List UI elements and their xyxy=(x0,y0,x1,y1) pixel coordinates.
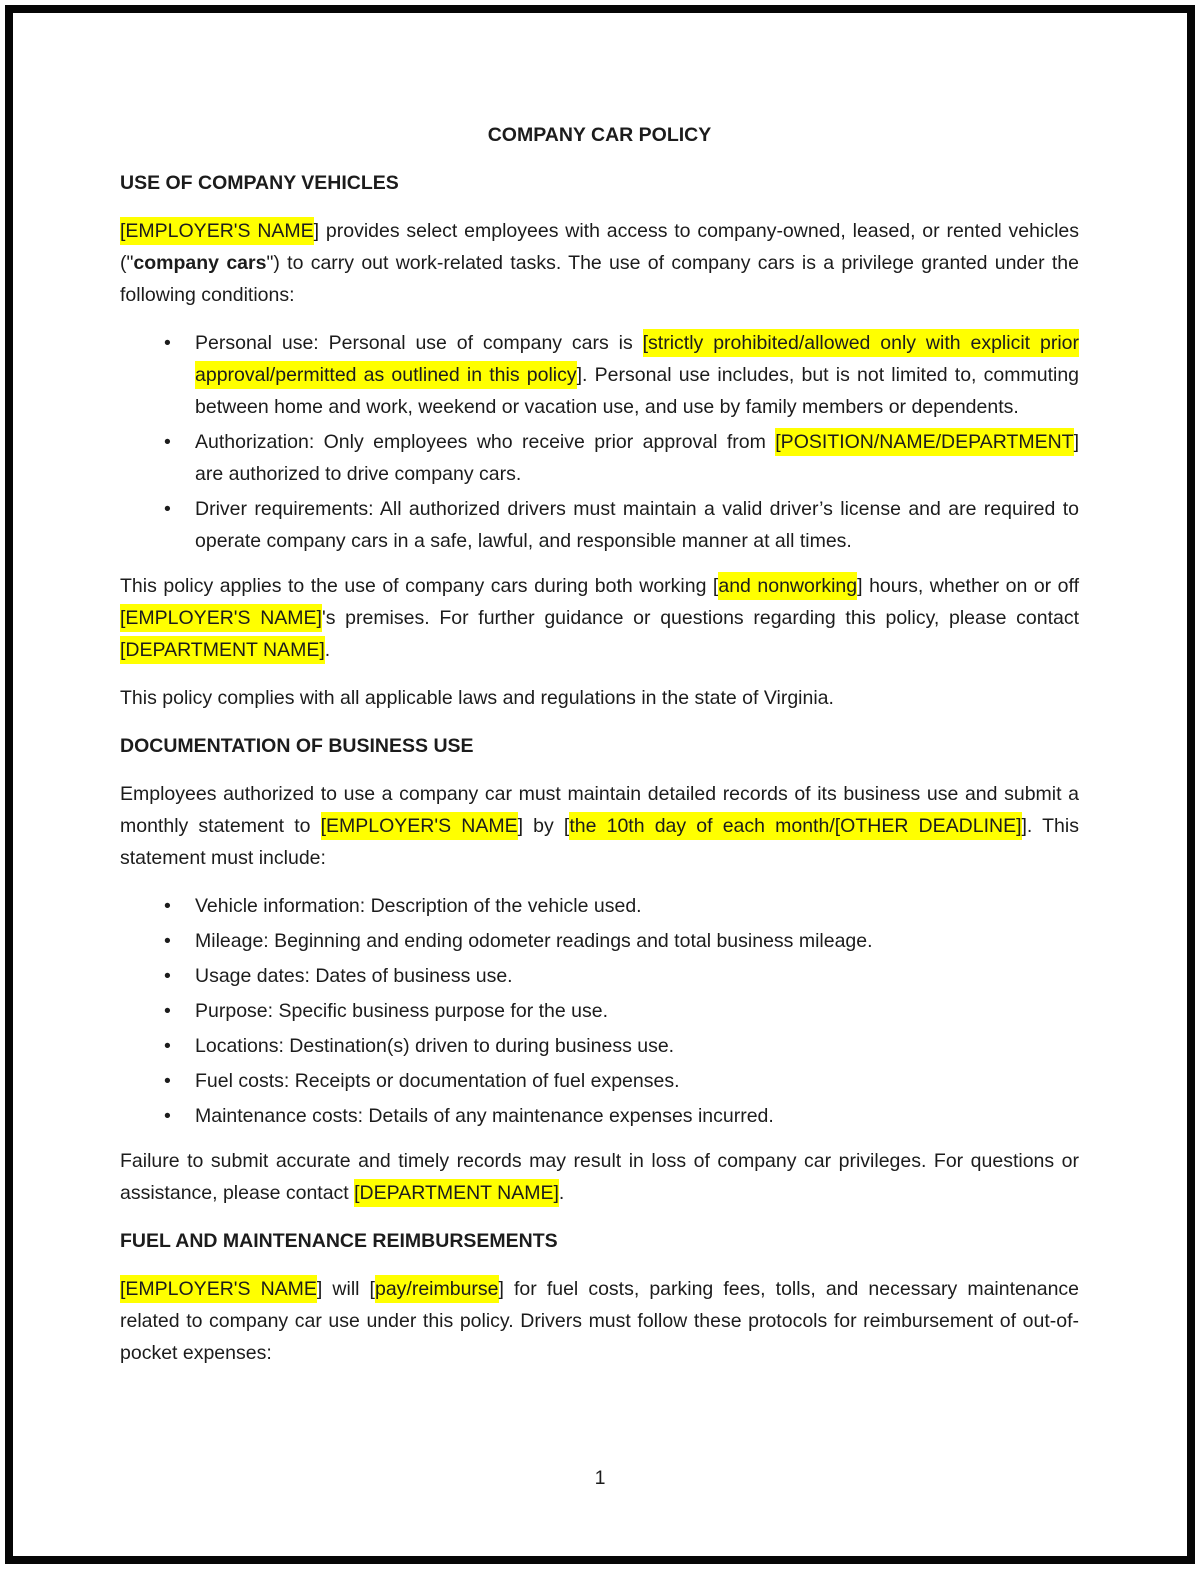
text-run: This policy complies with all applicable laws and regulations in the state of Virginia. xyxy=(120,687,834,709)
list-item xyxy=(164,890,1079,922)
highlight-placeholder: [EMPLOYER'S NAME] xyxy=(120,604,322,632)
bullet-icon: • xyxy=(164,1105,171,1127)
text-run: Maintenance costs: Details of any maintenance expenses incurred. xyxy=(195,1105,774,1127)
text-run: ] will [ xyxy=(316,1278,375,1300)
text-run: ] provides select employees with access to company-owned, leased, or rented vehicles (" xyxy=(120,220,1079,274)
section-heading: DOCUMENTATION OF BUSINESS USE xyxy=(120,735,474,757)
highlight-placeholder: [EMPLOYER'S NAME xyxy=(120,217,314,245)
list-item xyxy=(164,327,1080,423)
text-run: Employees authorized to use a company car must maintain detailed records of its business use and submit a monthly statement to xyxy=(120,783,1079,837)
text-run: company cars xyxy=(133,252,267,274)
highlight-placeholder: [strictly prohibited/allowed only with explicit prior approval/permitted as outlined in this policy xyxy=(195,329,1079,389)
text-run: Mileage: Beginning and ending odometer readings and total business mileage. xyxy=(195,930,873,952)
bullet-icon: • xyxy=(164,965,171,987)
document-body xyxy=(13,13,1187,1369)
section-heading: FUEL AND MAINTENANCE REIMBURSEMENTS xyxy=(120,1230,558,1252)
text-run: ] by [ xyxy=(517,815,570,837)
text-run: Locations: Destination(s) driven to during business use. xyxy=(195,1035,675,1057)
highlight-placeholder: [EMPLOYER'S NAME xyxy=(321,812,518,840)
bullet-icon: • xyxy=(164,1035,171,1057)
bullet-icon: • xyxy=(164,1070,171,1092)
text-run: ] hours, whether on or off xyxy=(857,575,1080,597)
text-run: This policy applies to the use of company cars during both working [ xyxy=(120,575,719,597)
text-run: . xyxy=(558,1182,565,1204)
document-title: COMPANY CAR POLICY xyxy=(487,124,712,146)
list-item xyxy=(164,1065,1079,1097)
highlight-placeholder: [DEPARTMENT NAME] xyxy=(354,1179,559,1207)
text-run: Usage dates: Dates of business use. xyxy=(195,965,513,987)
highlight-placeholder: and nonworking xyxy=(718,572,857,600)
highlight-placeholder: [POSITION/NAME/DEPARTMENT xyxy=(775,428,1073,456)
bullet-icon: • xyxy=(164,332,171,354)
highlight-placeholder: pay/reimburse xyxy=(375,1275,499,1303)
highlight-placeholder: the 10th day of each month/[OTHER DEADLINE] xyxy=(569,812,1021,840)
bullet-list xyxy=(120,327,1079,557)
list-item xyxy=(164,925,1079,957)
text-run: ]. Personal use includes, but is not limited to, commuting between home and work, weekend or vacation use, and use by family members or dependents. xyxy=(195,364,1080,418)
text-run: Purpose: Specific business purpose for the use. xyxy=(195,1000,608,1022)
page-number: 1 xyxy=(594,1467,606,1489)
list-item xyxy=(164,960,1079,992)
text-run: . xyxy=(324,639,331,661)
bullet-icon: • xyxy=(164,431,171,453)
bullet-icon: • xyxy=(164,930,171,952)
bullet-icon: • xyxy=(164,895,171,917)
paragraph xyxy=(120,778,1079,874)
text-run: ") to carry out work-related tasks. The use of company cars is a privilege granted under the following conditions: xyxy=(120,252,1079,306)
text-run: ] for fuel costs, parking fees, tolls, and necessary maintenance related to company car use under this policy. Drivers must follow these protocols for reimbursement of out-of-pocket expenses: xyxy=(120,1278,1080,1364)
text-run: 's premises. For further guidance or questions regarding this policy, please contact xyxy=(321,607,1080,629)
paragraph xyxy=(120,215,1079,311)
paragraph xyxy=(120,570,1079,666)
list-item xyxy=(164,493,1079,557)
text-run: Vehicle information: Description of the vehicle used. xyxy=(195,895,642,917)
bullet-icon: • xyxy=(164,498,171,520)
bullet-list xyxy=(120,890,1079,1132)
text-run: Driver requirements: All authorized drivers must maintain a valid driver’s license and are required to operate company cars in a safe, lawful, and responsible manner at all times. xyxy=(195,498,1079,552)
paragraph xyxy=(120,1273,1079,1369)
document-blocks xyxy=(120,167,1079,1369)
text-run: Failure to submit accurate and timely records may result in loss of company car privileges. For questions or assistance, please contact xyxy=(120,1150,1079,1204)
paragraph xyxy=(120,682,1079,714)
list-item xyxy=(164,1100,1079,1132)
highlight-placeholder: [EMPLOYER'S NAME xyxy=(120,1275,317,1303)
text-run: Authorization: Only employees who receive prior approval from xyxy=(195,431,776,453)
paragraph xyxy=(120,1145,1079,1209)
bullet-icon: • xyxy=(164,1000,171,1022)
text-run: Personal use: Personal use of company cars is xyxy=(195,332,643,354)
highlight-placeholder: [DEPARTMENT NAME] xyxy=(120,636,325,664)
list-item xyxy=(164,995,1079,1027)
document-page xyxy=(5,5,1195,1564)
text-run: Fuel costs: Receipts or documentation of fuel expenses. xyxy=(195,1070,680,1092)
list-item xyxy=(164,426,1079,490)
text-run: ]. This statement must include: xyxy=(120,815,1079,869)
list-item xyxy=(164,1030,1079,1062)
section-heading: USE OF COMPANY VEHICLES xyxy=(120,172,399,194)
text-run: ] are authorized to drive company cars. xyxy=(195,431,1079,485)
